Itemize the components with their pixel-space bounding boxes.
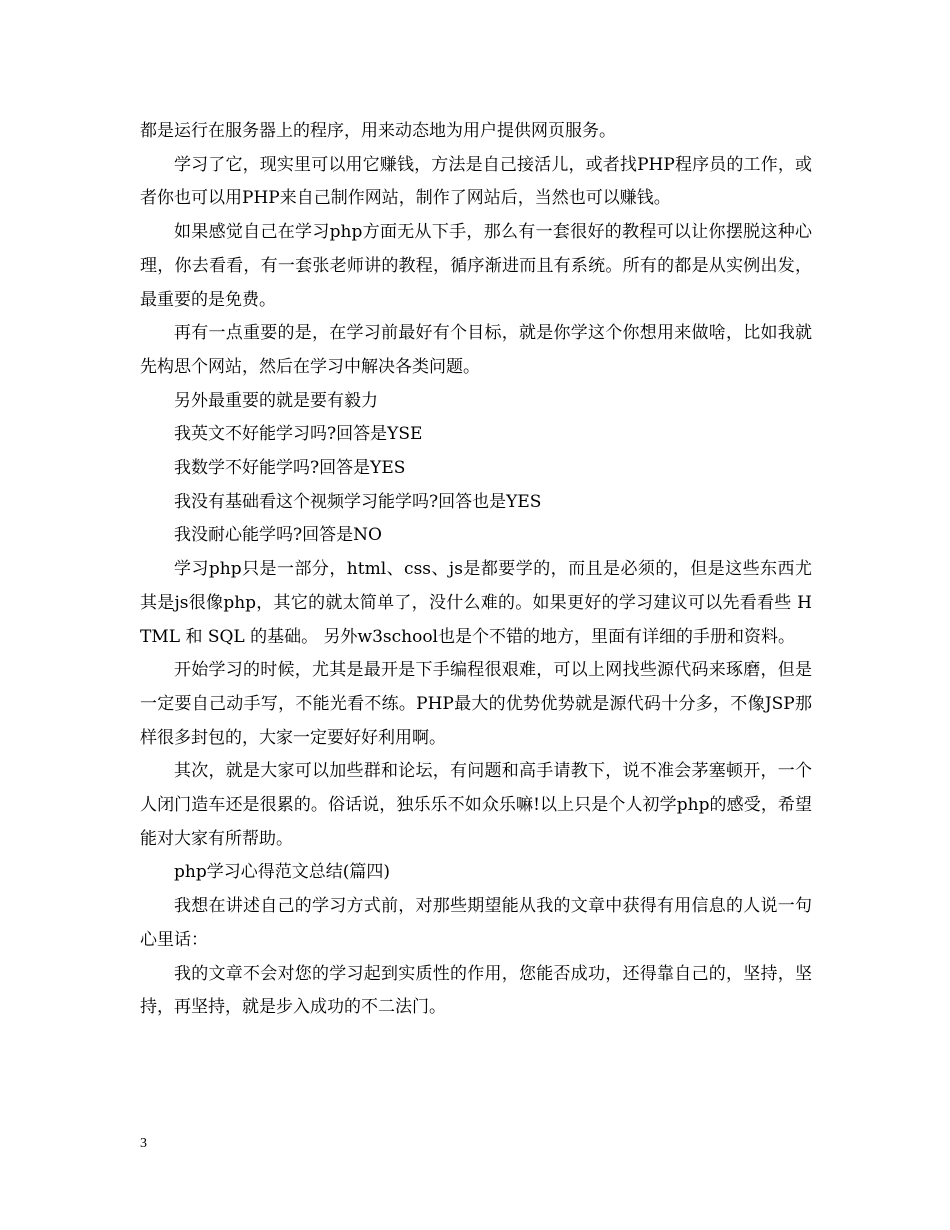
paragraph-math-question: 我数学不好能学吗?回答是YES	[174, 458, 406, 479]
paragraph-continuation: 都是运行在服务器上的程序，用来动态地为用户提供网页服务。	[140, 121, 616, 141]
paragraph-basics-question: 我没有基础看这个视频学习能学吗?回答也是YES	[174, 491, 542, 512]
paragraph-source-code: 开始学习的时候，尤其是最开是下手编程很艰难，可以上网找些源代码来琢磨，但是一定要自己动手写，不能光看不练。PHP最大的优势优势就是源代码十分多，不像JSP那样很多封包的，大家一定要好好利用啊。	[140, 660, 812, 748]
paragraph-perseverance: 另外最重要的就是要有毅力	[174, 390, 378, 411]
paragraph-persistence: 我的文章不会对您的学习起到实质性的作用，您能否成功，还得靠自己的，坚持，坚持，再坚持，就是步入成功的不二法门。	[140, 963, 812, 1018]
paragraph-tutorial: 如果感觉自己在学习php方面无从下手，那么有一套很好的教程可以让你摆脱这种心理，你去看看，有一套张老师讲的教程，循序渐进而且有系统。所有的都是从实例出发，最重要的是免费。	[140, 222, 812, 310]
paragraph-patience-question: 我没耐心能学吗?回答是NO	[174, 525, 382, 546]
paragraph-english-question: 我英文不好能学习吗?回答是YSE	[174, 424, 423, 445]
section-heading: php学习心得范文总结(篇四)	[174, 862, 390, 883]
paragraph-earn-money: 学习了它，现实里可以用它赚钱，方法是自己接活儿，或者找PHP程序员的工作，或者你也可以用PHP来自己制作网站，制作了网站后，当然也可以赚钱。	[140, 154, 812, 209]
paragraph-goal: 再有一点重要的是，在学习前最好有个目标，就是你学这个你想用来做啥，比如我就先构思个网站，然后在学习中解决各类问题。	[140, 323, 812, 377]
page-number: 3	[140, 1136, 147, 1151]
paragraph-forums: 其次，就是大家可以加些群和论坛，有问题和高手请教下，说不准会茅塞顿开，一个人闭门造车还是很累的。俗话说，独乐乐不如众乐嘛!以上只是个人初学php的感受，希望能对大家有所帮助。	[140, 761, 812, 849]
paragraph-web-technologies: 学习php只是一部分，html、css、js是都要学的，而且是必须的，但是这些东西尤其是js很像php，其它的就太简单了，没什么难的。如果更好的学习建议可以先看看些 HTML 和 SQL 的基础。 另外w3school也是个不错的地方，里面有详细的手册和资料。	[140, 559, 812, 647]
document-body	[140, 115, 812, 1025]
paragraph-preface: 我想在讲述自己的学习方式前，对那些期望能从我的文章中获得有用信息的人说一句心里话：	[140, 896, 812, 950]
